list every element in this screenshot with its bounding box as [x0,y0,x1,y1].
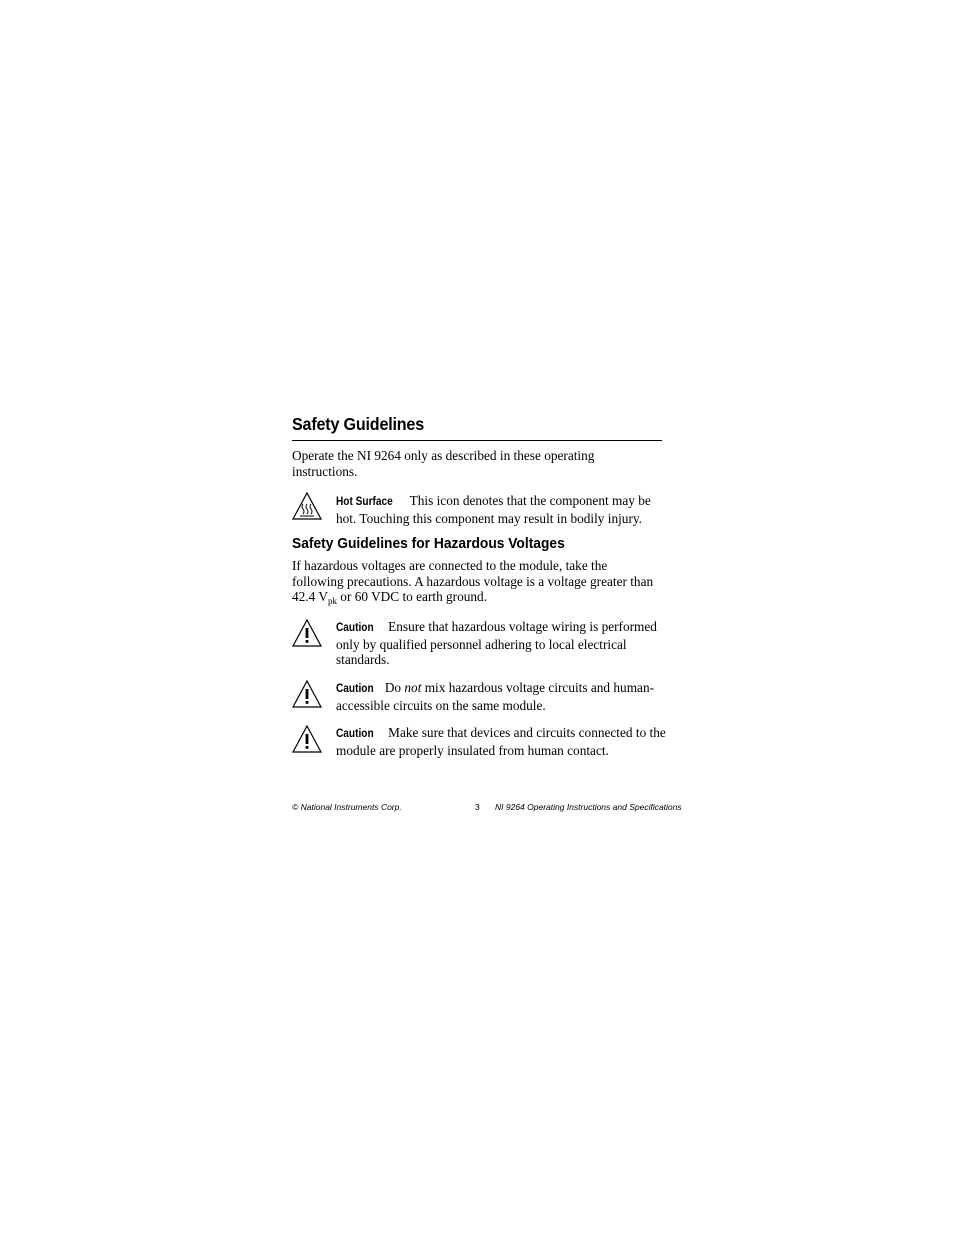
caution-text: Make sure that devices and circuits connected to the module are properly insulated from human contact. [336,725,666,758]
voltage-subscript: pk [327,596,337,607]
subsection-title: Safety Guidelines for Hazardous Voltages [292,535,565,552]
hazardous-text-before: If hazardous voltages are connected to the module, take the following precautions. A hazardous voltage is a voltage greater than 42.4 V [292,558,654,605]
caution-emphasis: not [404,680,422,695]
caution-icon [292,619,322,647]
hot-surface-text: This icon denotes that the component may be hot. Touching this component may result in bodily injury. [336,493,651,526]
hazardous-paragraph [292,558,662,605]
title-rule [292,440,662,441]
caution-text-after: mix hazardous voltage circuits and human-accessible circuits on the same module. [336,680,655,713]
caution-note-2 [336,680,666,713]
intro-paragraph: Operate the NI 9264 only as described in these operating instructions. [292,448,595,479]
footer-document-title: NI 9264 Operating Instructions and Specifications [495,802,682,812]
caution-icon [292,680,322,708]
caution-label: Caution [336,622,374,634]
section-title: Safety Guidelines [292,414,424,434]
hot-surface-label: Hot Surface [336,496,393,508]
caution-note-1 [336,619,666,668]
caution-icon [292,725,322,753]
footer-page-number: 3 [475,802,480,812]
caution-text: Ensure that hazardous voltage wiring is performed only by qualified personnel adhering to local electrical standards. [336,619,657,668]
hazardous-text-after: or 60 VDC to earth ground. [336,589,488,605]
caution-note-3 [336,725,666,758]
caution-label: Caution [336,728,374,740]
hot-surface-note [336,493,666,526]
footer-copyright: © National Instruments Corp. [292,802,402,812]
caution-label: Caution [336,683,374,695]
hot-surface-icon [292,492,322,520]
caution-text-before: Do [384,680,405,695]
